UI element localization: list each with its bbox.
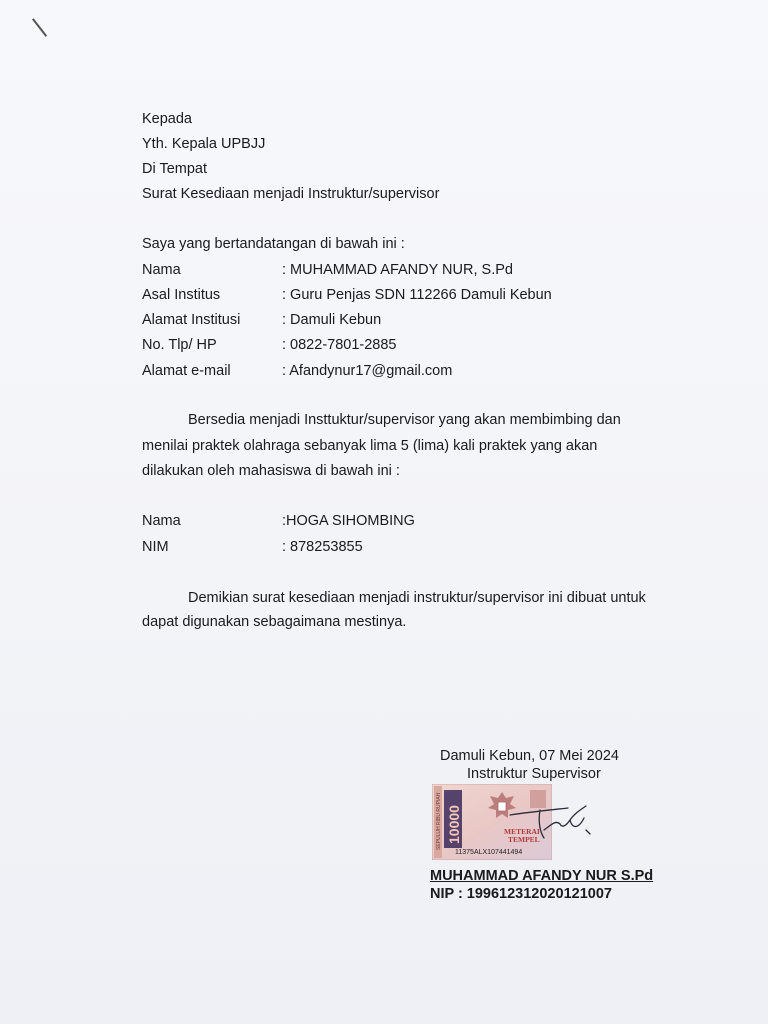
place-date: Damuli Kebun, 07 Mei 2024 (440, 748, 619, 764)
field-label: Asal Institus (142, 287, 221, 303)
student-label: Nama (142, 513, 181, 529)
stamp-label-tempel: TEMPEL (508, 835, 540, 844)
field-label: Alamat Institusi (142, 312, 241, 328)
scan-mark (32, 18, 47, 36)
student-value: : 878253855 (282, 539, 363, 555)
field-value: : MUHAMMAD AFANDY NUR, S.Pd (282, 262, 513, 278)
closing-line: dapat digunakan sebagaimana mestinya. (142, 614, 407, 630)
student-value: :HOGA SIHOMBING (282, 513, 415, 529)
statement-line: menilai praktek olahraga sebanyak lima 5 (lima) kali praktek yang akan (142, 438, 598, 454)
stamp-side-text: SEPULUH RIBU RUPIAH (436, 792, 442, 850)
letter-subject: Surat Kesediaan menjadi Instruktur/supervisor (142, 186, 440, 202)
handwritten-signature (500, 790, 600, 850)
field-value: : Guru Penjas SDN 112266 Damuli Kebun (282, 287, 552, 303)
salutation-to: Kepada (142, 111, 192, 127)
field-label: Nama (142, 262, 181, 278)
field-value: : Afandynur17@gmail.com (282, 363, 453, 379)
closing-line: Demikian surat kesediaan menjadi instruktur/supervisor ini dibuat untuk (188, 590, 646, 606)
recipient: Yth. Kepala UPBJJ (142, 136, 266, 152)
field-label: No. Tlp/ HP (142, 337, 217, 353)
signer-nip: NIP : 199612312020121007 (430, 886, 612, 902)
stamp-serial: 11375ALX107441494 (455, 849, 523, 856)
field-value: : 0822-7801-2885 (282, 337, 397, 353)
statement-line: dilakukan oleh mahasiswa di bawah ini : (142, 463, 400, 479)
student-label: NIM (142, 539, 169, 555)
intro-text: Saya yang bertandatangan di bawah ini : (142, 236, 405, 252)
field-label: Alamat e-mail (142, 363, 231, 379)
signer-name: MUHAMMAD AFANDY NUR S.Pd (430, 868, 654, 884)
signer-role: Instruktur Supervisor (467, 766, 601, 782)
field-value: : Damuli Kebun (282, 312, 382, 328)
recipient-place: Di Tempat (142, 161, 208, 177)
statement-line: Bersedia menjadi Insttuktur/supervisor yang akan membimbing dan (188, 412, 621, 428)
stamp-label-meterai: METERAI (504, 827, 540, 836)
stamp-value: 10000 (446, 805, 462, 844)
